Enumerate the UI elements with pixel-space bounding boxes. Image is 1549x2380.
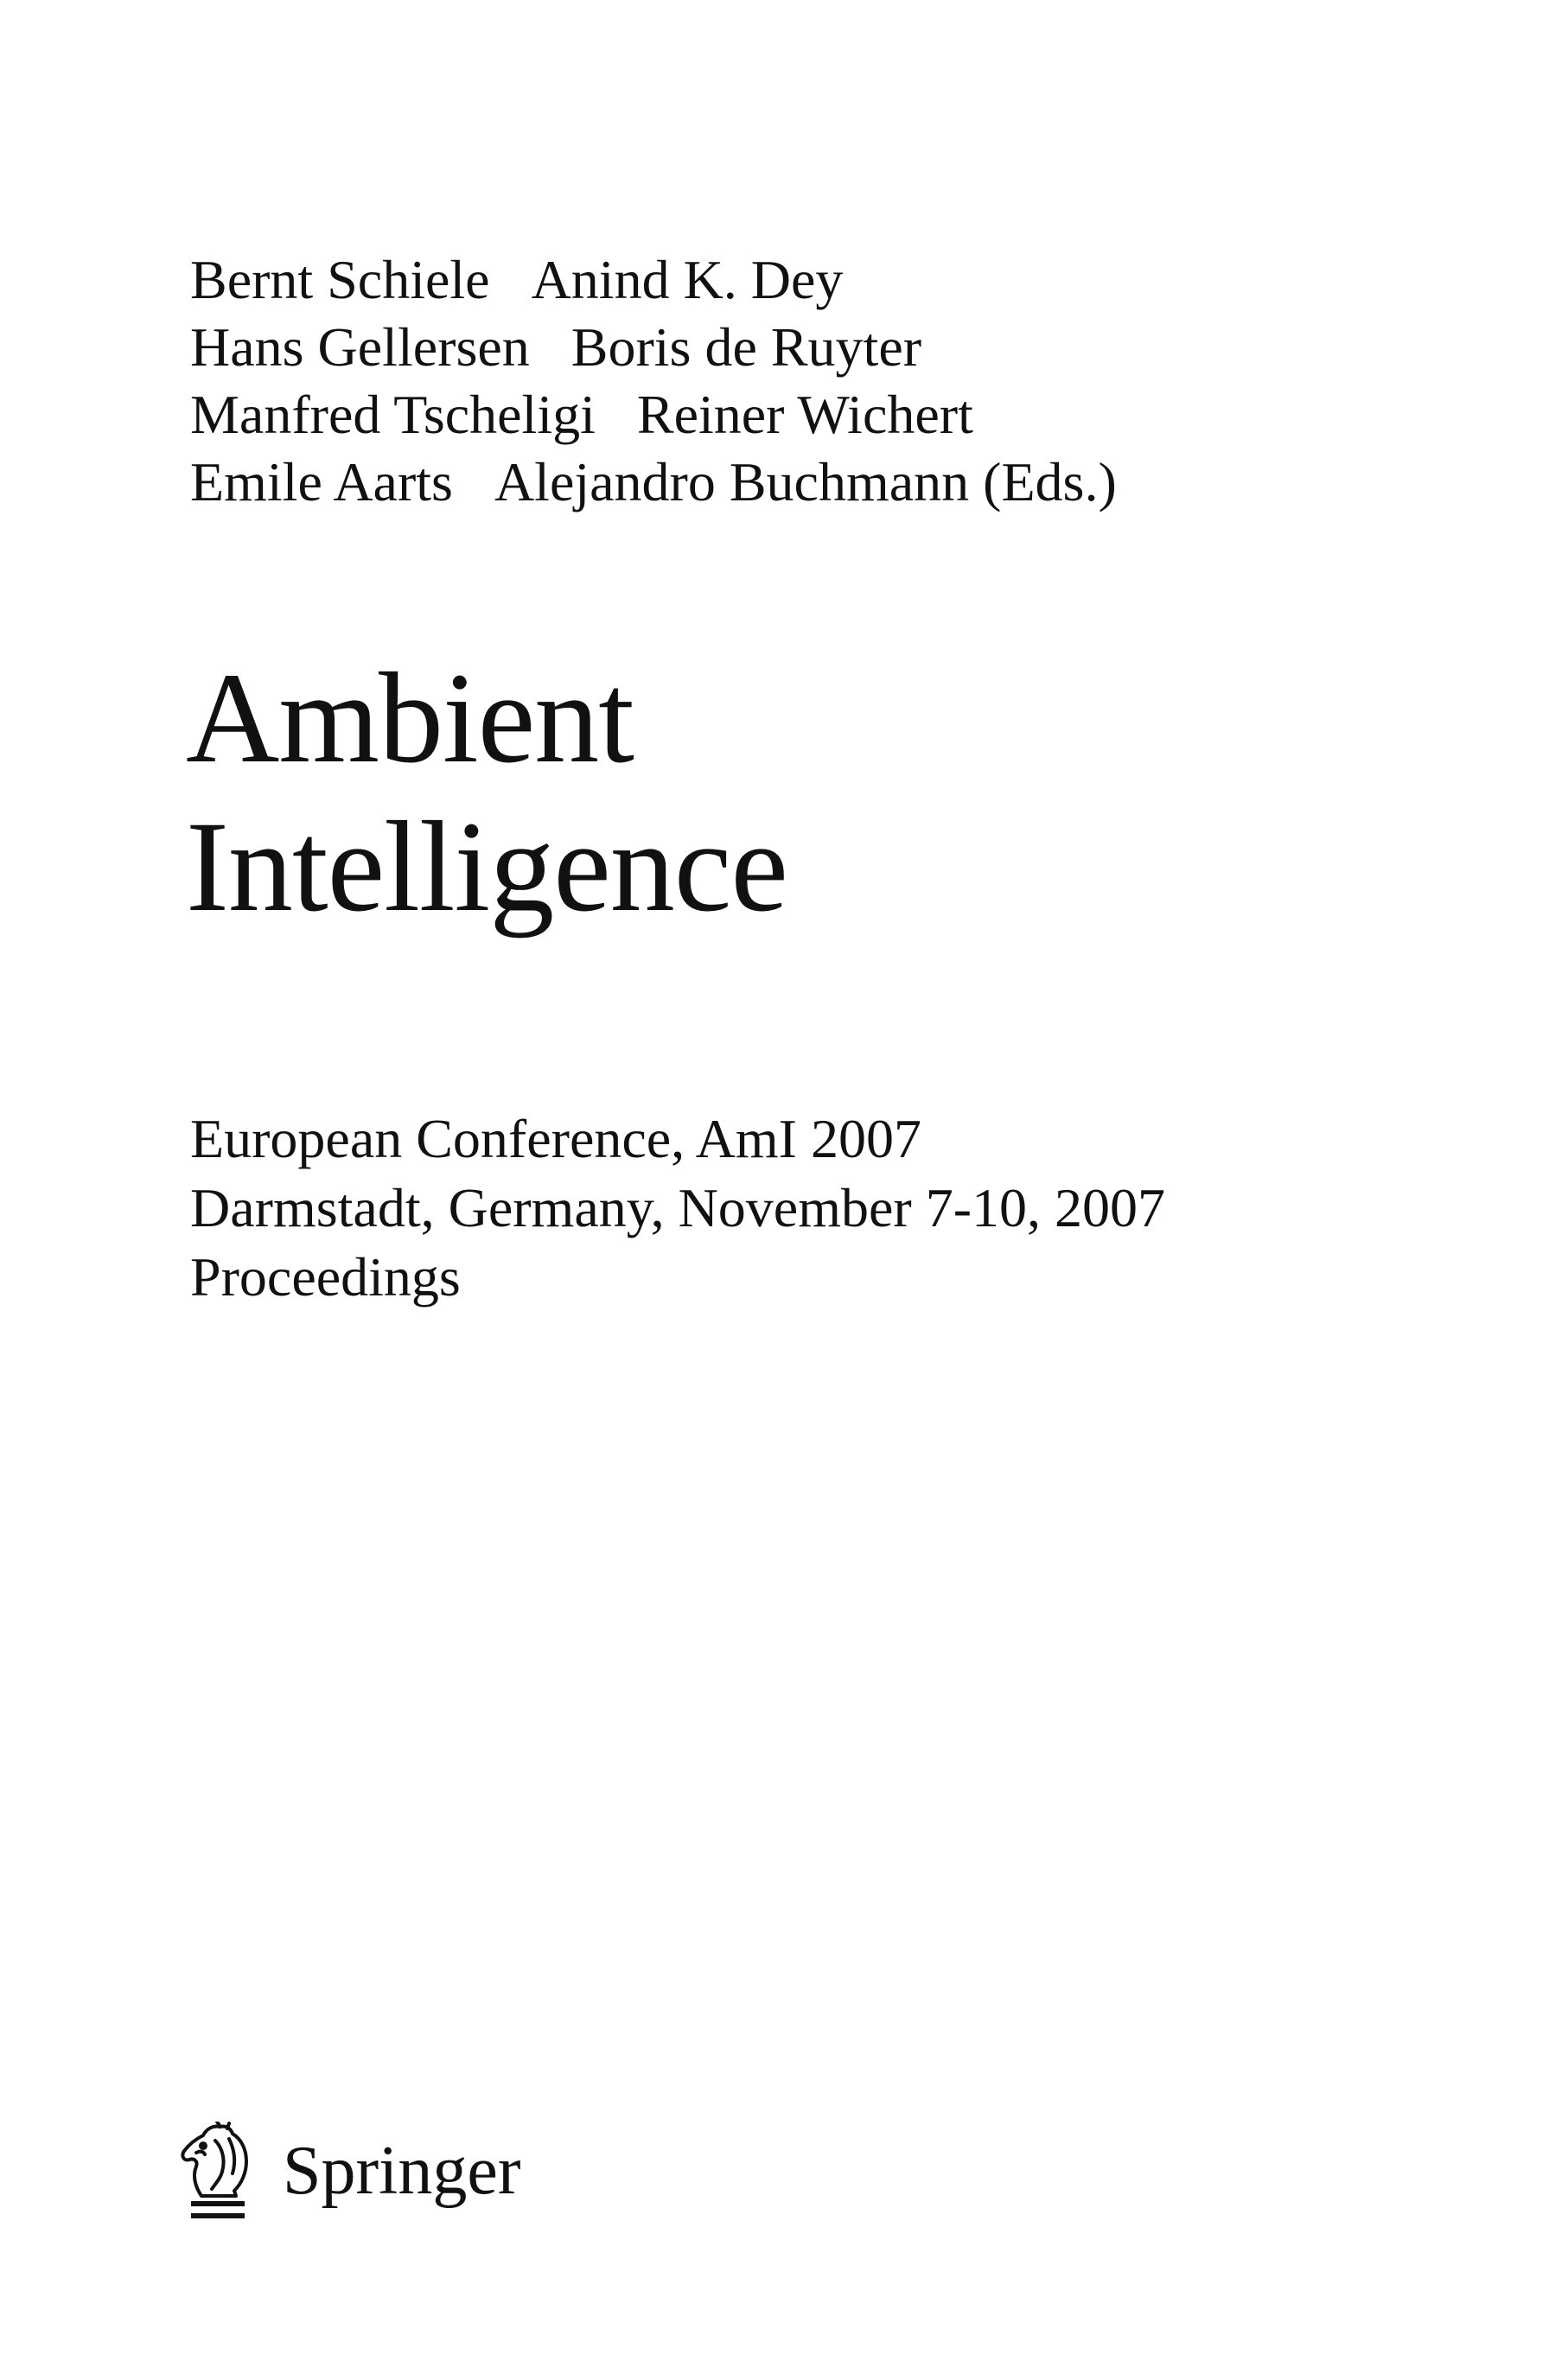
editor-name: Alejandro Buchmann (Eds.) xyxy=(494,451,1117,512)
book-title-line: Intelligence xyxy=(186,795,787,939)
editor-name: Anind K. Dey xyxy=(531,249,844,310)
publisher-block xyxy=(177,2122,521,2225)
book-title-line: Ambient xyxy=(186,646,634,790)
editor-line xyxy=(190,246,1117,314)
conference-info xyxy=(190,1104,1165,1312)
editor-name: Reiner Wichert xyxy=(636,384,973,445)
conference-name: European Conference, AmI 2007 xyxy=(190,1108,921,1169)
proceedings-label: Proceedings xyxy=(190,1246,461,1308)
editors-list xyxy=(190,246,1117,516)
editor-name: Manfred Tscheligi xyxy=(190,384,596,445)
springer-horse-icon xyxy=(177,2122,260,2225)
editor-name: Bernt Schiele xyxy=(190,249,490,310)
editor-name: Emile Aarts xyxy=(190,451,453,512)
editor-line xyxy=(190,314,1117,381)
editor-name: Boris de Ruyter xyxy=(571,316,922,378)
editor-name: Hans Gellersen xyxy=(190,316,530,378)
book-title xyxy=(186,644,787,941)
publisher-name: Springer xyxy=(283,2133,521,2209)
editor-line xyxy=(190,449,1117,516)
conference-location-date: Darmstadt, Germany, November 7-10, 2007 xyxy=(190,1177,1165,1238)
editor-line xyxy=(190,381,1117,449)
